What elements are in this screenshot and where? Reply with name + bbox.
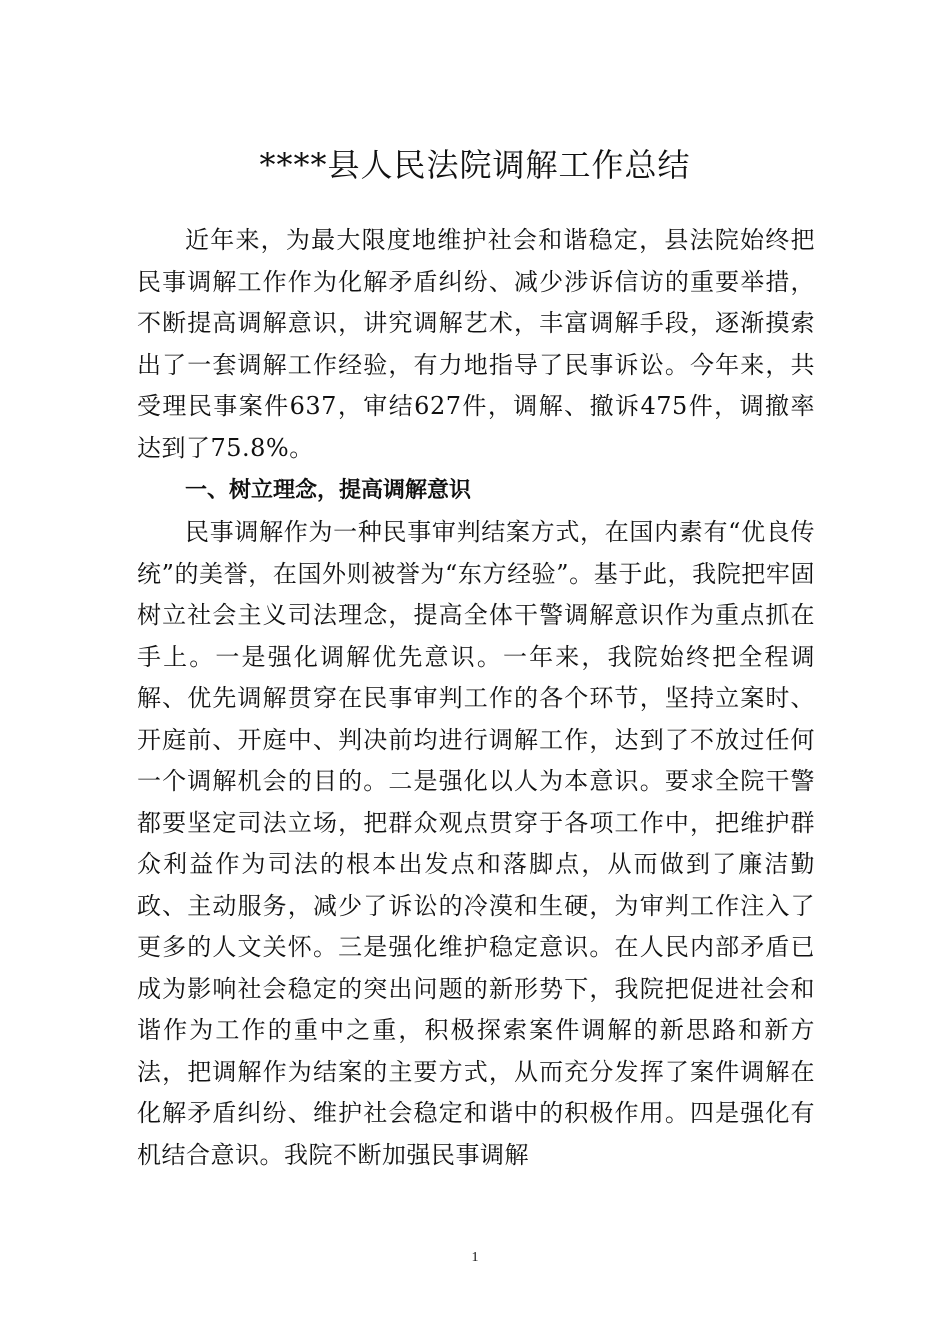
section-heading: 一、树立理念，提高调解意识 <box>185 478 472 503</box>
intro-paragraph: 近年来，为最大限度地维护社会和谐稳定，县法院始终把民事调解工作作为化解矛盾纠纷、减少涉诉信访的重要举措，不断提高调解意识，讲究调解艺术，丰富调解手段，逐渐摸索出了一套调解工作经验，有力地指导了民事诉讼。今年来，共受理民事案件637，审结627件，调解、撤诉475件，调撤率达到了75.8%。 <box>137 226 815 462</box>
document-body <box>137 220 815 1176</box>
section-paragraph: 民事调解作为一种民事审判结案方式，在国内素有“优良传统”的美誉，在国外则被誉为“东方经验”。基于此，我院把牢固树立社会主义司法理念，提高全体干警调解意识作为重点抓在手上。一是强化调解优先意识。一年来，我院始终把全程调解、优先调解贯穿在民事审判工作的各个环节，坚持立案时、开庭前、开庭中、判决前均进行调解工作，达到了不放过任何一个调解机会的目的。二是强化以人为本意识。要求全院干警都要坚定司法立场，把群众观点贯穿于各项工作中，把维护群众利益作为司法的根本出发点和落脚点，从而做到了廉洁勤政、主动服务，减少了诉讼的冷漠和生硬，为审判工作注入了更多的人文关怀。三是强化维护稳定意识。在人民内部矛盾已成为影响社会稳定的突出问题的新形势下，我院把促进社会和谐作为工作的重中之重，积极探索案件调解的新思路和新方法，把调解作为结案的主要方式，从而充分发挥了案件调解在化解矛盾纠纷、维护社会稳定和谐中的积极作用。四是强化有机结合意识。我院不断加强民事调解 <box>137 518 815 1169</box>
document-title: ****县人民法院调解工作总结 <box>259 146 691 184</box>
page-number: 1 <box>471 1250 479 1265</box>
